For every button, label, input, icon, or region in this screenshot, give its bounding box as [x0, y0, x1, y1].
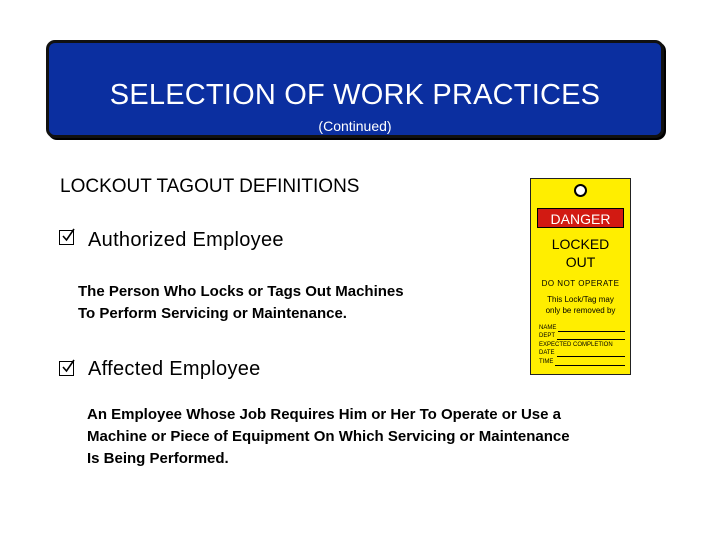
- tag-field-date: DATE: [539, 349, 625, 358]
- authorized-employee-description: The Person Who Locks or Tags Out Machines To Perform Servicing or Maintenance.: [78, 283, 404, 322]
- banner-subtitle: (Continued): [318, 118, 392, 134]
- affected-employee-description: An Employee Whose Job Requires Him or Her To Operate or Use a Machine or Piece of Equipment On Which Servicing or Maintenance Is Being Performed.: [87, 406, 570, 467]
- checkbox-checked-icon: [59, 230, 74, 245]
- tag-hole-icon: [574, 184, 587, 197]
- tag-removal-note: This Lock/Tag may only be removed by: [545, 295, 616, 315]
- tag-fields: [539, 323, 625, 366]
- title-banner: [46, 40, 664, 138]
- tag-locked-out-label: LOCKED OUT: [551, 236, 610, 270]
- tag-do-not-operate: DO NOT OPERATE: [541, 279, 620, 288]
- authorized-employee-title: Authorized Employee: [88, 229, 284, 251]
- tag-field-time: TIME: [539, 357, 625, 366]
- section-heading: LOCKOUT TAGOUT DEFINITIONS: [60, 176, 360, 197]
- affected-employee-title: Affected Employee: [88, 358, 261, 380]
- tag-field-name: NAME: [539, 323, 625, 332]
- tag-danger-label: DANGER: [537, 208, 624, 228]
- tag-field-expected-completion: EXPECTED COMPLETION: [539, 341, 613, 348]
- tag-field-dept: DEPT: [539, 332, 625, 341]
- lockout-tag-illustration: [530, 178, 631, 375]
- banner-title: SELECTION OF WORK PRACTICES: [109, 79, 601, 111]
- checkbox-checked-icon: [59, 361, 74, 376]
